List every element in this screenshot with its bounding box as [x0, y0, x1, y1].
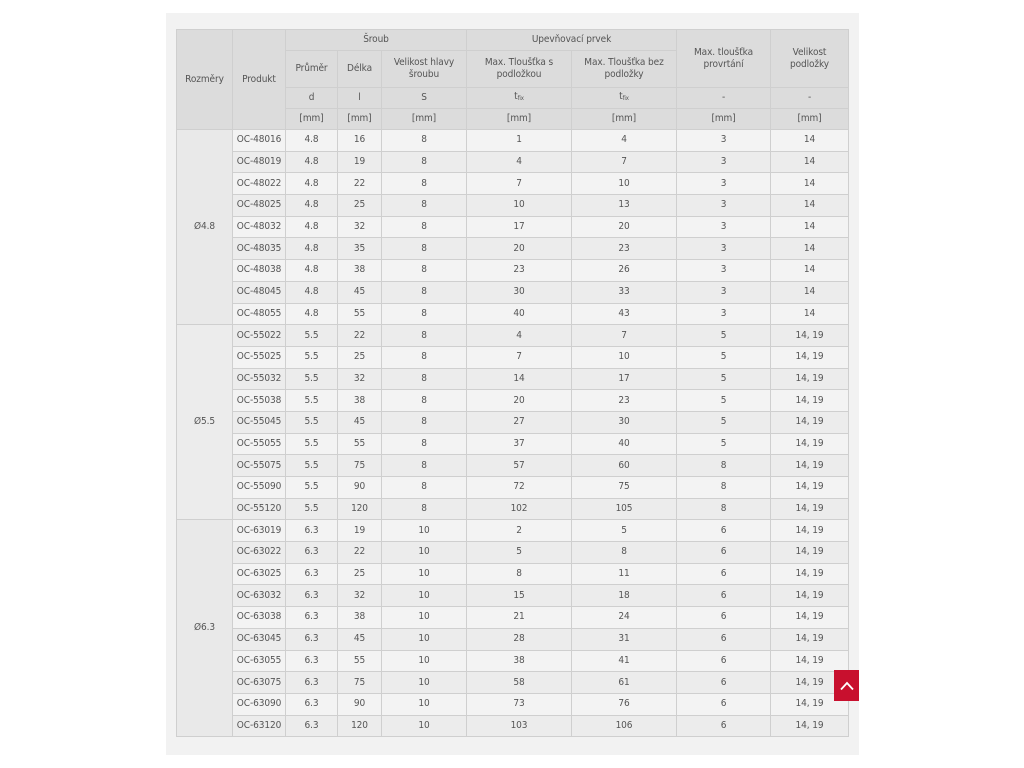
cell-head-size: 10	[382, 693, 467, 715]
table-row	[177, 216, 849, 238]
cell-diameter: 6.3	[286, 672, 338, 694]
cell-max-thickness-without-washer: 76	[572, 693, 677, 715]
cell-product-code: OC-63120	[233, 715, 286, 737]
header-delka: Délka	[338, 51, 382, 88]
cell-head-size: 8	[382, 346, 467, 368]
cell-max-thickness-with-washer: 28	[467, 628, 572, 650]
cell-max-thickness-without-washer: 33	[572, 281, 677, 303]
table-row	[177, 520, 849, 542]
cell-washer-size: 14	[771, 260, 849, 282]
cell-product-code: OC-63038	[233, 607, 286, 629]
table-row	[177, 238, 849, 260]
cell-max-thickness-without-washer: 17	[572, 368, 677, 390]
cell-length: 38	[338, 260, 382, 282]
header-prumer: Průměr	[286, 51, 338, 88]
cell-max-drilling-thickness: 6	[677, 563, 771, 585]
cell-length: 22	[338, 542, 382, 564]
cell-product-code: OC-63025	[233, 563, 286, 585]
table-row	[177, 130, 849, 152]
cell-head-size: 8	[382, 195, 467, 217]
cell-length: 32	[338, 368, 382, 390]
cell-washer-size: 14, 19	[771, 346, 849, 368]
table-row	[177, 151, 849, 173]
cell-max-thickness-with-washer: 38	[467, 650, 572, 672]
cell-diameter: 6.3	[286, 563, 338, 585]
cell-max-drilling-thickness: 5	[677, 390, 771, 412]
cell-length: 25	[338, 346, 382, 368]
cell-max-thickness-without-washer: 60	[572, 455, 677, 477]
cell-max-drilling-thickness: 3	[677, 238, 771, 260]
cell-product-code: OC-63045	[233, 628, 286, 650]
table-row	[177, 281, 849, 303]
table-row	[177, 433, 849, 455]
cell-washer-size: 14, 19	[771, 368, 849, 390]
cell-head-size: 8	[382, 173, 467, 195]
table-row	[177, 477, 849, 499]
cell-max-thickness-with-washer: 17	[467, 216, 572, 238]
cell-washer-size: 14, 19	[771, 672, 849, 694]
cell-max-thickness-with-washer: 4	[467, 325, 572, 347]
cell-washer-size: 14	[771, 303, 849, 325]
cell-max-drilling-thickness: 6	[677, 520, 771, 542]
cell-head-size: 10	[382, 672, 467, 694]
cell-washer-size: 14, 19	[771, 563, 849, 585]
symbol-dash: -	[771, 88, 849, 109]
table-row	[177, 195, 849, 217]
table-row	[177, 585, 849, 607]
cell-max-thickness-with-washer: 23	[467, 260, 572, 282]
cell-head-size: 8	[382, 281, 467, 303]
cell-diameter: 4.8	[286, 260, 338, 282]
cell-diameter: 6.3	[286, 585, 338, 607]
cell-product-code: OC-48022	[233, 173, 286, 195]
unit-mm: [mm]	[467, 109, 572, 130]
cell-product-code: OC-63075	[233, 672, 286, 694]
cell-washer-size: 14, 19	[771, 585, 849, 607]
cell-product-code: OC-55022	[233, 325, 286, 347]
cell-product-code: OC-55038	[233, 390, 286, 412]
header-max-tloustka-provrtani: Max. tloušťka provrtání	[677, 30, 771, 88]
cell-diameter: 6.3	[286, 715, 338, 737]
cell-max-thickness-without-washer: 10	[572, 173, 677, 195]
cell-head-size: 8	[382, 260, 467, 282]
cell-max-drilling-thickness: 3	[677, 260, 771, 282]
cell-length: 45	[338, 628, 382, 650]
cell-washer-size: 14, 19	[771, 542, 849, 564]
symbol-t: t	[619, 91, 623, 102]
cell-product-code: OC-63055	[233, 650, 286, 672]
cell-max-thickness-without-washer: 30	[572, 411, 677, 433]
cell-length: 75	[338, 672, 382, 694]
cell-product-code: OC-55120	[233, 498, 286, 520]
cell-length: 55	[338, 303, 382, 325]
table-row	[177, 455, 849, 477]
cell-diameter: 4.8	[286, 173, 338, 195]
cell-max-thickness-without-washer: 7	[572, 325, 677, 347]
table-row	[177, 650, 849, 672]
cell-max-thickness-with-washer: 8	[467, 563, 572, 585]
table-row	[177, 303, 849, 325]
cell-max-thickness-with-washer: 4	[467, 151, 572, 173]
cell-max-drilling-thickness: 3	[677, 303, 771, 325]
unit-mm: [mm]	[338, 109, 382, 130]
cell-max-thickness-without-washer: 10	[572, 346, 677, 368]
cell-max-drilling-thickness: 8	[677, 498, 771, 520]
cell-max-thickness-with-washer: 7	[467, 346, 572, 368]
cell-head-size: 10	[382, 542, 467, 564]
cell-length: 75	[338, 455, 382, 477]
header-produkt: Produkt	[233, 30, 286, 130]
cell-length: 32	[338, 216, 382, 238]
cell-washer-size: 14, 19	[771, 411, 849, 433]
cell-length: 25	[338, 195, 382, 217]
unit-mm: [mm]	[771, 109, 849, 130]
cell-max-thickness-with-washer: 73	[467, 693, 572, 715]
cell-max-thickness-without-washer: 31	[572, 628, 677, 650]
cell-washer-size: 14, 19	[771, 628, 849, 650]
symbol-t: t	[514, 91, 518, 102]
cell-diameter: 5.5	[286, 498, 338, 520]
cell-product-code: OC-48019	[233, 151, 286, 173]
cell-max-thickness-without-washer: 23	[572, 238, 677, 260]
cell-max-thickness-with-washer: 103	[467, 715, 572, 737]
cell-product-code: OC-55032	[233, 368, 286, 390]
cell-washer-size: 14, 19	[771, 520, 849, 542]
cell-length: 35	[338, 238, 382, 260]
cell-length: 19	[338, 151, 382, 173]
symbol-tfix-2	[572, 88, 677, 109]
cell-length: 22	[338, 325, 382, 347]
cell-washer-size: 14	[771, 238, 849, 260]
cell-head-size: 8	[382, 455, 467, 477]
unit-mm: [mm]	[286, 109, 338, 130]
cell-diameter: 5.5	[286, 325, 338, 347]
cell-max-thickness-without-washer: 106	[572, 715, 677, 737]
cell-max-drilling-thickness: 6	[677, 628, 771, 650]
unit-mm: [mm]	[677, 109, 771, 130]
cell-head-size: 8	[382, 325, 467, 347]
cell-max-drilling-thickness: 3	[677, 195, 771, 217]
cell-washer-size: 14, 19	[771, 455, 849, 477]
cell-head-size: 10	[382, 520, 467, 542]
cell-washer-size: 14, 19	[771, 693, 849, 715]
cell-head-size: 10	[382, 607, 467, 629]
cell-length: 38	[338, 607, 382, 629]
cell-max-thickness-without-washer: 20	[572, 216, 677, 238]
cell-head-size: 8	[382, 303, 467, 325]
cell-max-thickness-without-washer: 5	[572, 520, 677, 542]
cell-diameter: 4.8	[286, 195, 338, 217]
cell-max-thickness-without-washer: 8	[572, 542, 677, 564]
cell-diameter: 5.5	[286, 455, 338, 477]
cell-diameter: 5.5	[286, 368, 338, 390]
cell-max-drilling-thickness: 3	[677, 130, 771, 152]
cell-diameter: 6.3	[286, 542, 338, 564]
header-sroub: Šroub	[286, 30, 467, 51]
cell-diameter: 4.8	[286, 303, 338, 325]
group-label: Ø5.5	[177, 325, 233, 520]
header-rozmery: Rozměry	[177, 30, 233, 130]
cell-diameter: 5.5	[286, 433, 338, 455]
cell-washer-size: 14, 19	[771, 477, 849, 499]
cell-max-drilling-thickness: 6	[677, 607, 771, 629]
cell-max-drilling-thickness: 3	[677, 216, 771, 238]
cell-product-code: OC-48035	[233, 238, 286, 260]
cell-diameter: 5.5	[286, 411, 338, 433]
cell-length: 16	[338, 130, 382, 152]
cell-washer-size: 14, 19	[771, 607, 849, 629]
table-row	[177, 325, 849, 347]
cell-max-thickness-with-washer: 72	[467, 477, 572, 499]
cell-product-code: OC-48025	[233, 195, 286, 217]
cell-max-drilling-thickness: 5	[677, 346, 771, 368]
cell-product-code: OC-55055	[233, 433, 286, 455]
cell-max-thickness-without-washer: 13	[572, 195, 677, 217]
cell-length: 55	[338, 650, 382, 672]
cell-head-size: 10	[382, 585, 467, 607]
cell-max-thickness-without-washer: 11	[572, 563, 677, 585]
cell-product-code: OC-55090	[233, 477, 286, 499]
cell-head-size: 8	[382, 411, 467, 433]
header-max-tloustka-bez-podlozky: Max. Tloušťka bez podložky	[572, 51, 677, 88]
cell-max-drilling-thickness: 5	[677, 411, 771, 433]
spec-table	[176, 29, 849, 737]
cell-max-thickness-with-washer: 10	[467, 195, 572, 217]
cell-max-thickness-with-washer: 30	[467, 281, 572, 303]
cell-max-thickness-with-washer: 1	[467, 130, 572, 152]
cell-max-thickness-without-washer: 75	[572, 477, 677, 499]
cell-diameter: 4.8	[286, 130, 338, 152]
table-row	[177, 672, 849, 694]
cell-max-thickness-without-washer: 41	[572, 650, 677, 672]
cell-max-thickness-with-washer: 37	[467, 433, 572, 455]
table-row	[177, 542, 849, 564]
spec-table-body	[177, 130, 849, 737]
cell-diameter: 6.3	[286, 650, 338, 672]
cell-max-drilling-thickness: 3	[677, 173, 771, 195]
table-row	[177, 693, 849, 715]
cell-product-code: OC-48055	[233, 303, 286, 325]
cell-washer-size: 14	[771, 216, 849, 238]
cell-max-thickness-without-washer: 24	[572, 607, 677, 629]
cell-max-thickness-without-washer: 61	[572, 672, 677, 694]
cell-max-drilling-thickness: 6	[677, 672, 771, 694]
cell-length: 38	[338, 390, 382, 412]
cell-diameter: 6.3	[286, 607, 338, 629]
spec-table-panel	[166, 13, 859, 755]
table-row	[177, 173, 849, 195]
header-max-tloustka-s-podlozkou: Max. Tloušťka s podložkou	[467, 51, 572, 88]
table-row	[177, 390, 849, 412]
cell-washer-size: 14, 19	[771, 650, 849, 672]
cell-length: 55	[338, 433, 382, 455]
cell-head-size: 10	[382, 650, 467, 672]
cell-washer-size: 14	[771, 281, 849, 303]
cell-washer-size: 14	[771, 173, 849, 195]
cell-max-thickness-with-washer: 20	[467, 390, 572, 412]
cell-product-code: OC-48016	[233, 130, 286, 152]
cell-max-drilling-thickness: 3	[677, 281, 771, 303]
cell-diameter: 6.3	[286, 520, 338, 542]
cell-head-size: 8	[382, 130, 467, 152]
cell-length: 32	[338, 585, 382, 607]
cell-max-thickness-with-washer: 27	[467, 411, 572, 433]
cell-max-thickness-without-washer: 23	[572, 390, 677, 412]
symbol-tfix-1	[467, 88, 572, 109]
cell-max-thickness-with-washer: 57	[467, 455, 572, 477]
cell-washer-size: 14	[771, 195, 849, 217]
table-row	[177, 715, 849, 737]
cell-product-code: OC-63090	[233, 693, 286, 715]
table-row	[177, 607, 849, 629]
table-row	[177, 260, 849, 282]
cell-max-thickness-with-washer: 5	[467, 542, 572, 564]
cell-max-drilling-thickness: 8	[677, 477, 771, 499]
cell-max-thickness-with-washer: 2	[467, 520, 572, 542]
cell-max-drilling-thickness: 3	[677, 151, 771, 173]
cell-max-thickness-without-washer: 18	[572, 585, 677, 607]
cell-length: 45	[338, 281, 382, 303]
symbol-subscript: fix	[517, 95, 524, 102]
cell-length: 90	[338, 477, 382, 499]
table-row	[177, 346, 849, 368]
cell-head-size: 8	[382, 238, 467, 260]
header-velikost-hlavy: Velikost hlavy šroubu	[382, 51, 467, 88]
cell-washer-size: 14	[771, 130, 849, 152]
cell-head-size: 8	[382, 433, 467, 455]
cell-head-size: 8	[382, 498, 467, 520]
cell-diameter: 6.3	[286, 628, 338, 650]
cell-length: 25	[338, 563, 382, 585]
table-row	[177, 563, 849, 585]
cell-max-drilling-thickness: 6	[677, 542, 771, 564]
cell-washer-size: 14, 19	[771, 715, 849, 737]
cell-head-size: 10	[382, 715, 467, 737]
cell-max-drilling-thickness: 5	[677, 433, 771, 455]
cell-diameter: 5.5	[286, 346, 338, 368]
cell-max-thickness-without-washer: 43	[572, 303, 677, 325]
group-label: Ø6.3	[177, 520, 233, 737]
cell-product-code: OC-63019	[233, 520, 286, 542]
cell-product-code: OC-48045	[233, 281, 286, 303]
cell-head-size: 8	[382, 477, 467, 499]
cell-max-thickness-without-washer: 26	[572, 260, 677, 282]
table-row	[177, 411, 849, 433]
cell-max-drilling-thickness: 6	[677, 693, 771, 715]
cell-length: 19	[338, 520, 382, 542]
cell-max-thickness-without-washer: 7	[572, 151, 677, 173]
cell-product-code: OC-48038	[233, 260, 286, 282]
cell-max-drilling-thickness: 6	[677, 650, 771, 672]
cell-max-drilling-thickness: 5	[677, 368, 771, 390]
table-row	[177, 368, 849, 390]
symbol-d: d	[286, 88, 338, 109]
cell-head-size: 8	[382, 368, 467, 390]
cell-max-thickness-with-washer: 7	[467, 173, 572, 195]
chevron-up-icon	[840, 681, 854, 691]
cell-diameter: 4.8	[286, 216, 338, 238]
cell-product-code: OC-55045	[233, 411, 286, 433]
symbol-l: l	[338, 88, 382, 109]
cell-product-code: OC-63032	[233, 585, 286, 607]
cell-length: 120	[338, 715, 382, 737]
cell-max-thickness-with-washer: 21	[467, 607, 572, 629]
cell-product-code: OC-48032	[233, 216, 286, 238]
cell-head-size: 8	[382, 216, 467, 238]
cell-max-drilling-thickness: 8	[677, 455, 771, 477]
cell-head-size: 8	[382, 390, 467, 412]
symbol-subscript: fix	[622, 95, 629, 102]
cell-length: 22	[338, 173, 382, 195]
cell-diameter: 4.8	[286, 238, 338, 260]
cell-length: 45	[338, 411, 382, 433]
cell-max-drilling-thickness: 6	[677, 715, 771, 737]
cell-max-thickness-without-washer: 40	[572, 433, 677, 455]
cell-product-code: OC-63022	[233, 542, 286, 564]
cell-max-thickness-with-washer: 20	[467, 238, 572, 260]
cell-max-drilling-thickness: 6	[677, 585, 771, 607]
cell-washer-size: 14, 19	[771, 325, 849, 347]
cell-max-thickness-with-washer: 40	[467, 303, 572, 325]
scroll-to-top-button[interactable]	[834, 670, 859, 701]
cell-max-thickness-with-washer: 15	[467, 585, 572, 607]
cell-washer-size: 14, 19	[771, 390, 849, 412]
cell-head-size: 10	[382, 628, 467, 650]
cell-max-thickness-with-washer: 58	[467, 672, 572, 694]
table-row	[177, 628, 849, 650]
header-velikost-podlozky: Velikost podložky	[771, 30, 849, 88]
header-upevnovaci-prvek: Upevňovací prvek	[467, 30, 677, 51]
unit-mm: [mm]	[382, 109, 467, 130]
cell-diameter: 4.8	[286, 281, 338, 303]
cell-length: 90	[338, 693, 382, 715]
group-label: Ø4.8	[177, 130, 233, 325]
cell-washer-size: 14, 19	[771, 498, 849, 520]
cell-max-drilling-thickness: 5	[677, 325, 771, 347]
symbol-s: S	[382, 88, 467, 109]
cell-max-thickness-without-washer: 4	[572, 130, 677, 152]
cell-washer-size: 14	[771, 151, 849, 173]
cell-head-size: 8	[382, 151, 467, 173]
table-row	[177, 498, 849, 520]
cell-diameter: 5.5	[286, 477, 338, 499]
cell-diameter: 5.5	[286, 390, 338, 412]
cell-washer-size: 14, 19	[771, 433, 849, 455]
cell-max-thickness-without-washer: 105	[572, 498, 677, 520]
cell-max-thickness-with-washer: 102	[467, 498, 572, 520]
cell-diameter: 4.8	[286, 151, 338, 173]
cell-length: 120	[338, 498, 382, 520]
cell-product-code: OC-55025	[233, 346, 286, 368]
symbol-dash: -	[677, 88, 771, 109]
unit-mm: [mm]	[572, 109, 677, 130]
cell-max-thickness-with-washer: 14	[467, 368, 572, 390]
cell-head-size: 10	[382, 563, 467, 585]
cell-product-code: OC-55075	[233, 455, 286, 477]
cell-diameter: 6.3	[286, 693, 338, 715]
